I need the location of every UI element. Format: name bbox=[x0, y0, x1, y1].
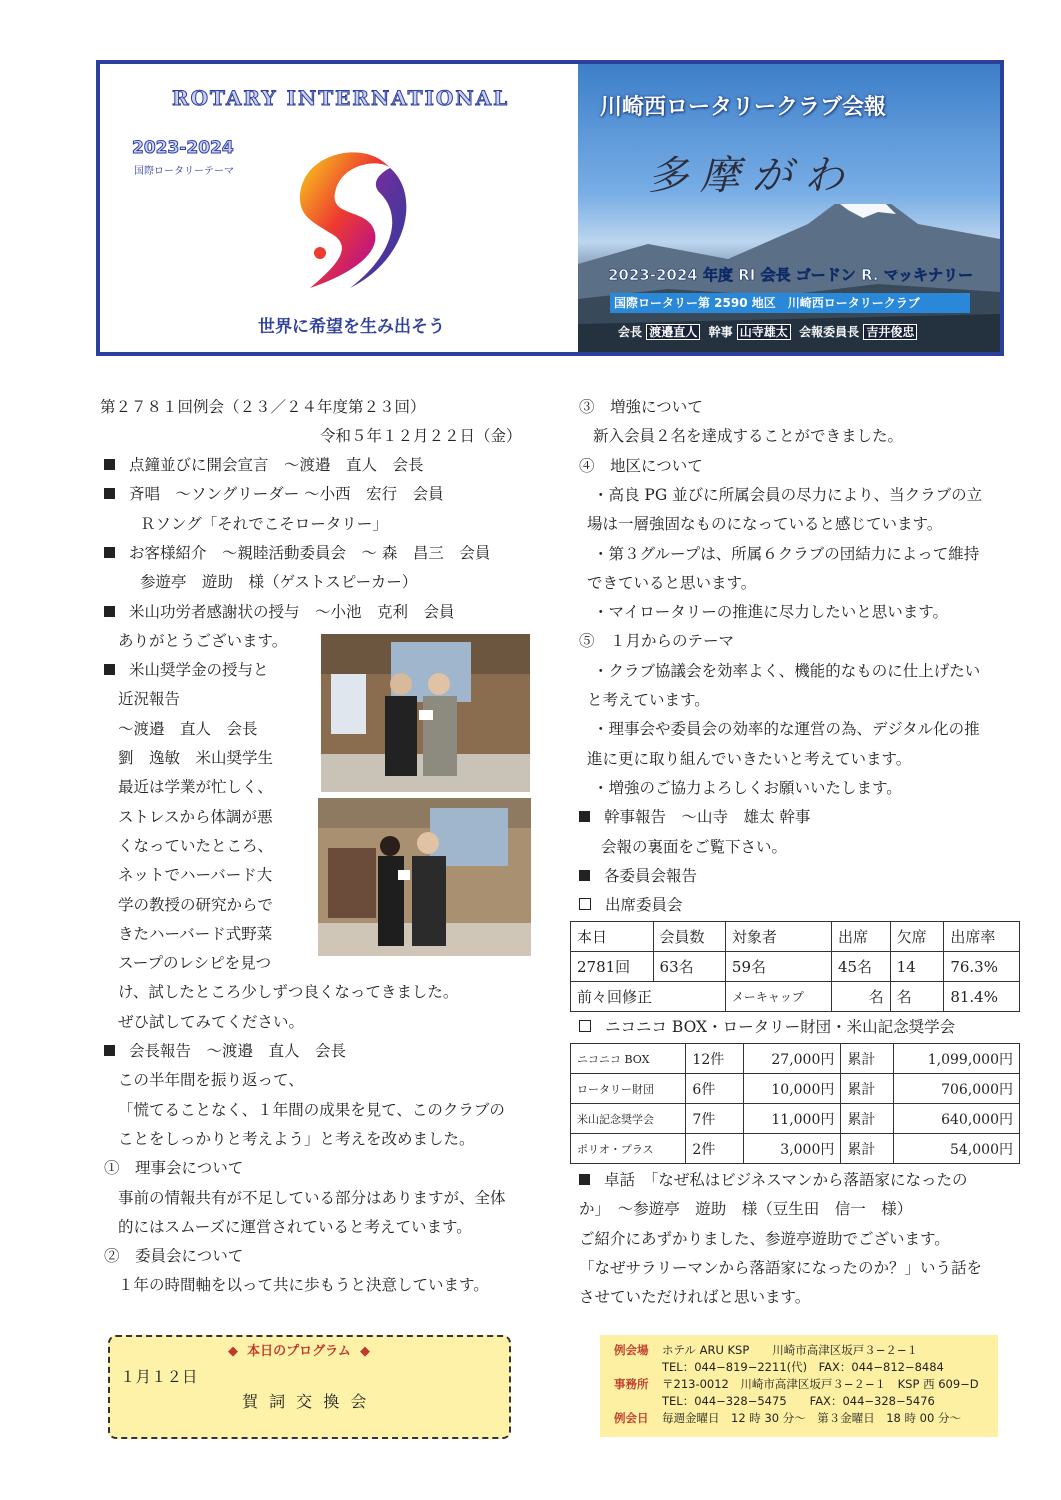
text-line bbox=[579, 891, 683, 920]
table-cell: 会員数 bbox=[653, 922, 725, 952]
text-line bbox=[579, 393, 703, 422]
table-cell: 名 bbox=[831, 982, 890, 1012]
club-title: 川崎西ロータリークラブ会報 bbox=[600, 95, 887, 120]
text-line bbox=[104, 1242, 243, 1271]
filled-square-icon bbox=[104, 459, 115, 470]
text-line bbox=[587, 745, 911, 774]
line-text: ・第３グループは、所属６クラブの団結力によって維持 bbox=[593, 544, 980, 563]
text-line bbox=[593, 540, 979, 569]
text-line bbox=[140, 568, 417, 597]
meeting-date: 令和５年１２月２２日（金） bbox=[320, 427, 522, 445]
donation-row bbox=[571, 1134, 1020, 1164]
table-cell: 累計 bbox=[841, 1074, 894, 1104]
table-cell: 対象者 bbox=[725, 922, 831, 952]
officer-role: 幹事 bbox=[708, 325, 733, 339]
table-cell: 欠席 bbox=[890, 922, 944, 952]
line-text: この半年間を振り返って、 bbox=[118, 1071, 304, 1090]
attendance-table bbox=[570, 921, 1020, 1012]
diamond-icon: ◆ bbox=[228, 1344, 238, 1359]
text-line bbox=[593, 657, 980, 686]
open-square-icon bbox=[579, 898, 591, 910]
program-date: １月１２日 bbox=[120, 1368, 198, 1386]
ri-theme-panel bbox=[100, 64, 578, 352]
line-text: ネットでハーバード大 bbox=[118, 866, 273, 885]
filled-square-icon bbox=[104, 664, 115, 675]
text-line bbox=[601, 833, 787, 862]
line-text: ③ 増強について bbox=[579, 398, 703, 416]
text-line bbox=[593, 598, 948, 627]
officers bbox=[618, 323, 917, 340]
text-line bbox=[118, 861, 272, 890]
table-row bbox=[571, 922, 1020, 952]
line-text: 出席委員会 bbox=[605, 896, 683, 915]
donation-heading-text: ニコニコ BOX・ロータリー財団・米山記念奨学会 bbox=[605, 1018, 956, 1036]
theme-label: 国際ロータリーテーマ bbox=[134, 166, 234, 177]
text-line bbox=[118, 773, 273, 802]
info-label: 事務所 bbox=[614, 1377, 649, 1391]
line-text: 斉唱 ～ソングリーダー ～小西 宏行 会員 bbox=[129, 485, 444, 504]
table-cell: 45名 bbox=[831, 952, 890, 982]
table-cell: 名 bbox=[890, 982, 944, 1012]
table-cell: 2781回 bbox=[571, 952, 654, 982]
text-line bbox=[104, 480, 444, 509]
text-line bbox=[587, 510, 942, 539]
award-photo bbox=[321, 634, 530, 792]
table-cell: 10,000円 bbox=[743, 1074, 840, 1104]
table-row bbox=[571, 952, 1020, 982]
line-text: ② 委員会について bbox=[104, 1247, 244, 1266]
line-text: １年の時間軸を以って共に歩もうと決意しています。 bbox=[118, 1276, 489, 1295]
table-cell: 63名 bbox=[653, 952, 725, 982]
line-text: 「慌てることなく、１年間の成果を見て、このクラブの bbox=[118, 1100, 505, 1119]
officer-name: 山寺雄太 bbox=[737, 324, 791, 340]
table-cell: 59名 bbox=[725, 952, 831, 982]
line-text: か」 ～参遊亭 遊助 様（豆生田 信一 様） bbox=[579, 1200, 913, 1219]
text-line bbox=[118, 1271, 489, 1300]
info-row bbox=[614, 1342, 998, 1359]
table-cell: 累計 bbox=[841, 1134, 894, 1164]
line-text: 最近は学業が忙しく、 bbox=[118, 778, 273, 797]
line-text: させていただければと思います。 bbox=[579, 1288, 811, 1307]
info-label: 例会場 bbox=[614, 1343, 649, 1357]
info-text: TEL：044−819−2211(代) FAX：044−812−8484 bbox=[662, 1360, 944, 1374]
text-line bbox=[579, 1254, 982, 1283]
program-box bbox=[108, 1335, 511, 1439]
ri-president: 2023-2024 年度 RI 会長 ゴードン R. マッキナリー bbox=[608, 266, 974, 284]
text-line bbox=[579, 627, 734, 656]
line-text: きたハーバード式野菜 bbox=[118, 924, 273, 943]
text-line bbox=[118, 803, 273, 832]
filled-square-icon bbox=[104, 606, 115, 617]
table-cell: ポリオ・プラス bbox=[571, 1134, 686, 1164]
donation-row bbox=[571, 1074, 1020, 1104]
table-cell: 81.4% bbox=[944, 982, 1020, 1012]
program-heading bbox=[228, 1337, 370, 1366]
line-text: 新入会員２名を達成することができました。 bbox=[593, 427, 904, 446]
line-text: 参遊亭 遊助 様（ゲストスピーカー） bbox=[140, 573, 418, 592]
line-text: 卓話 「なぜ私はビジネスマンから落語家になったの bbox=[604, 1171, 968, 1189]
line-text: 会報の裏面をご覧下さい。 bbox=[601, 837, 788, 856]
table-cell: 12件 bbox=[686, 1044, 743, 1074]
line-text: 点鐘並びに開会宣言 ～渡邉 直人 会長 bbox=[129, 456, 424, 474]
line-text: ・クラブ協議会を効率よく、機能的なものに仕上げたい bbox=[593, 661, 981, 680]
text-line bbox=[118, 1125, 475, 1154]
info-text: ホテル ARU KSP 川崎市高津区坂戸３−２−１ bbox=[662, 1343, 919, 1357]
meeting-title: 第２７８１回例会（２３／２４年度第２３回） bbox=[100, 398, 426, 416]
line-text: できていると思います。 bbox=[587, 573, 757, 592]
newsletter-header bbox=[96, 60, 1004, 356]
table-cell: 累計 bbox=[841, 1104, 894, 1134]
text-line bbox=[104, 451, 424, 480]
club-banner bbox=[578, 64, 1000, 352]
text-line bbox=[104, 1037, 346, 1066]
line-text: け、試したところ少しずつ良くなってきました。 bbox=[118, 983, 459, 1002]
line-text: スープのレシピを見つ bbox=[118, 954, 272, 973]
line-text: くなっていたところ、 bbox=[118, 836, 274, 855]
text-line bbox=[118, 832, 273, 861]
line-text: 米山功労者感謝状の授与 ～小池 克利 会員 bbox=[129, 602, 455, 621]
district-bar: 国際ロータリー第 2590 地区 川崎西ロータリークラブ bbox=[610, 293, 970, 313]
donation-row bbox=[571, 1044, 1020, 1074]
text-line bbox=[593, 422, 903, 451]
line-text: 米山奨学金の授与と bbox=[129, 661, 269, 680]
line-text: ご紹介にあずかりました、参遊亭遊助でございます。 bbox=[579, 1229, 950, 1248]
table-cell: 本日 bbox=[571, 922, 654, 952]
table-cell: 前々回修正 bbox=[571, 982, 726, 1012]
info-text: 毎週金曜日 12 時 30 分〜 第３金曜日 18 時 00 分〜 bbox=[662, 1411, 961, 1425]
text-line bbox=[118, 920, 272, 949]
info-row bbox=[614, 1376, 998, 1393]
line-text: 各委員会報告 bbox=[604, 866, 698, 885]
text-line bbox=[104, 598, 455, 627]
donation-table bbox=[570, 1043, 1020, 1164]
text-line bbox=[118, 1066, 304, 1095]
text-line bbox=[118, 891, 273, 920]
info-row bbox=[614, 1359, 998, 1376]
table-cell: 出席率 bbox=[944, 922, 1020, 952]
text-line bbox=[579, 862, 697, 891]
line-text: お客様紹介 ～親睦活動委員会 ～ 森 昌三 会員 bbox=[129, 543, 491, 562]
text-line bbox=[104, 656, 269, 685]
text-line bbox=[593, 774, 902, 803]
line-text: 劉 逸敏 米山奨学生 bbox=[118, 749, 274, 767]
table-cell: 米山記念奨学会 bbox=[571, 1104, 686, 1134]
theme-slogan: 世界に希望を生み出そう bbox=[258, 317, 445, 337]
table-cell: ロータリー財団 bbox=[571, 1074, 686, 1104]
line-text: Ｒソング「それでこそロータリー」 bbox=[140, 514, 388, 533]
line-text: 事前の情報共有が不足している部分はありますが、全体 bbox=[118, 1188, 506, 1207]
line-text: ストレスから体調が悪 bbox=[118, 807, 273, 826]
text-line bbox=[579, 803, 810, 832]
line-text: ① 理事会について bbox=[104, 1159, 244, 1178]
line-text: ～渡邉 直人 会長 bbox=[118, 719, 258, 738]
filled-square-icon bbox=[104, 488, 115, 499]
text-line bbox=[118, 1008, 304, 1037]
line-text: ④ 地区について bbox=[579, 456, 703, 475]
text-line bbox=[118, 715, 258, 744]
text-line bbox=[118, 1096, 505, 1125]
text-line bbox=[118, 744, 273, 773]
table-cell: 2件 bbox=[686, 1134, 743, 1164]
program-event: 賀 詞 交 換 会 bbox=[242, 1392, 370, 1411]
diamond-icon: ◆ bbox=[360, 1344, 370, 1359]
info-text: TEL：044−328−5475 FAX：044−328−5476 bbox=[662, 1394, 935, 1408]
club-info-box bbox=[600, 1335, 998, 1437]
line-text: ・理事会や委員会の効率的な運営の為、デジタル化の推 bbox=[593, 720, 980, 739]
line-text: ・マイロータリーの推進に尽力したいと思います。 bbox=[593, 603, 948, 622]
text-line bbox=[104, 539, 490, 568]
table-cell: メーキャップ bbox=[725, 982, 831, 1012]
text-line bbox=[104, 1154, 243, 1183]
text-line bbox=[579, 1166, 967, 1195]
table-cell: 累計 bbox=[841, 1044, 894, 1074]
text-line bbox=[118, 978, 458, 1007]
line-text: 会長報告 ～渡邉 直人 会長 bbox=[129, 1042, 347, 1060]
info-row bbox=[614, 1393, 998, 1410]
line-text: 学の教授の研究からで bbox=[118, 895, 273, 914]
officer-name: 吉井俊忠 bbox=[863, 324, 917, 340]
table-cell: 706,000円 bbox=[893, 1074, 1019, 1104]
text-line bbox=[118, 949, 271, 978]
line-text: 進に更に取り組んでいきたいと考えています。 bbox=[587, 749, 912, 768]
text-line bbox=[579, 1195, 912, 1224]
line-text: 幹事報告 ～山寺 雄太 幹事 bbox=[604, 808, 811, 827]
filled-square-icon bbox=[579, 870, 590, 881]
text-line bbox=[593, 715, 980, 744]
filled-square-icon bbox=[579, 811, 590, 822]
text-line bbox=[593, 481, 982, 510]
text-line bbox=[579, 1283, 810, 1312]
filled-square-icon bbox=[104, 547, 115, 558]
ri-title: ROTARY INTERNATIONAL bbox=[172, 86, 510, 110]
text-line bbox=[118, 685, 180, 714]
line-text: と考えています。 bbox=[587, 691, 710, 709]
line-text: ことをしっかりと考えよう」と考えを改めました。 bbox=[118, 1129, 475, 1148]
table-cell: 1,099,000円 bbox=[893, 1044, 1019, 1074]
table-cell: 3,000円 bbox=[743, 1134, 840, 1164]
line-text: 「なぜサラリーマンから落語家になったのか？」いう話を bbox=[579, 1258, 983, 1277]
table-cell: ニコニコ BOX bbox=[571, 1044, 686, 1074]
filled-square-icon bbox=[104, 1045, 115, 1056]
info-text: 〒213-0012 川崎市高津区坂戸３−２−１ KSP 西 609−D bbox=[662, 1377, 979, 1391]
table-cell: 14 bbox=[890, 952, 944, 982]
info-label: 例会日 bbox=[614, 1411, 649, 1425]
text-line bbox=[118, 1213, 472, 1242]
table-cell: 11,000円 bbox=[743, 1104, 840, 1134]
text-line bbox=[579, 452, 703, 481]
donation-row bbox=[571, 1104, 1020, 1134]
text-line bbox=[587, 569, 756, 598]
text-line bbox=[587, 686, 710, 715]
line-text: ありがとうございます。 bbox=[118, 631, 288, 650]
program-heading-text: 本日のプログラム bbox=[247, 1344, 351, 1359]
line-text: 的にはスムーズに運営されていると考えています。 bbox=[118, 1217, 472, 1236]
officer-name: 渡邉直人 bbox=[646, 324, 700, 340]
officer-role: 会報委員長 bbox=[799, 325, 860, 339]
line-text: 近況報告 bbox=[118, 690, 181, 709]
text-line bbox=[118, 627, 287, 656]
text-line bbox=[118, 1184, 506, 1213]
table-row bbox=[571, 982, 1020, 1012]
info-row bbox=[614, 1410, 998, 1427]
ri-theme-logo-icon bbox=[280, 138, 430, 303]
text-line bbox=[140, 510, 388, 539]
line-text: ・増強のご協力よろしくお願いいたします。 bbox=[593, 778, 902, 797]
line-text: ・高良 PG 並びに所属会員の尽力により、当クラブの立 bbox=[593, 485, 983, 504]
scholarship-photo bbox=[318, 798, 531, 956]
line-text: ぜひ試してみてください。 bbox=[118, 1012, 305, 1031]
donation-heading bbox=[579, 1013, 955, 1042]
table-cell: 6件 bbox=[686, 1074, 743, 1104]
table-cell: 54,000円 bbox=[893, 1134, 1019, 1164]
table-cell: 7件 bbox=[686, 1104, 743, 1134]
line-text: ⑤ １月からのテーマ bbox=[579, 632, 735, 651]
officer-role: 会長 bbox=[618, 325, 643, 339]
table-cell: 出席 bbox=[831, 922, 890, 952]
newsletter-name: 多摩がわ bbox=[648, 153, 856, 199]
filled-square-icon bbox=[579, 1174, 590, 1185]
theme-year: 2023-2024 bbox=[132, 138, 234, 158]
table-cell: 76.3% bbox=[944, 952, 1020, 982]
text-line bbox=[579, 1225, 950, 1254]
open-square-icon bbox=[579, 1020, 591, 1032]
line-text: 場は一層強固なものになっていると感じています。 bbox=[587, 515, 943, 534]
table-cell: 27,000円 bbox=[743, 1044, 840, 1074]
table-cell: 640,000円 bbox=[893, 1104, 1019, 1134]
